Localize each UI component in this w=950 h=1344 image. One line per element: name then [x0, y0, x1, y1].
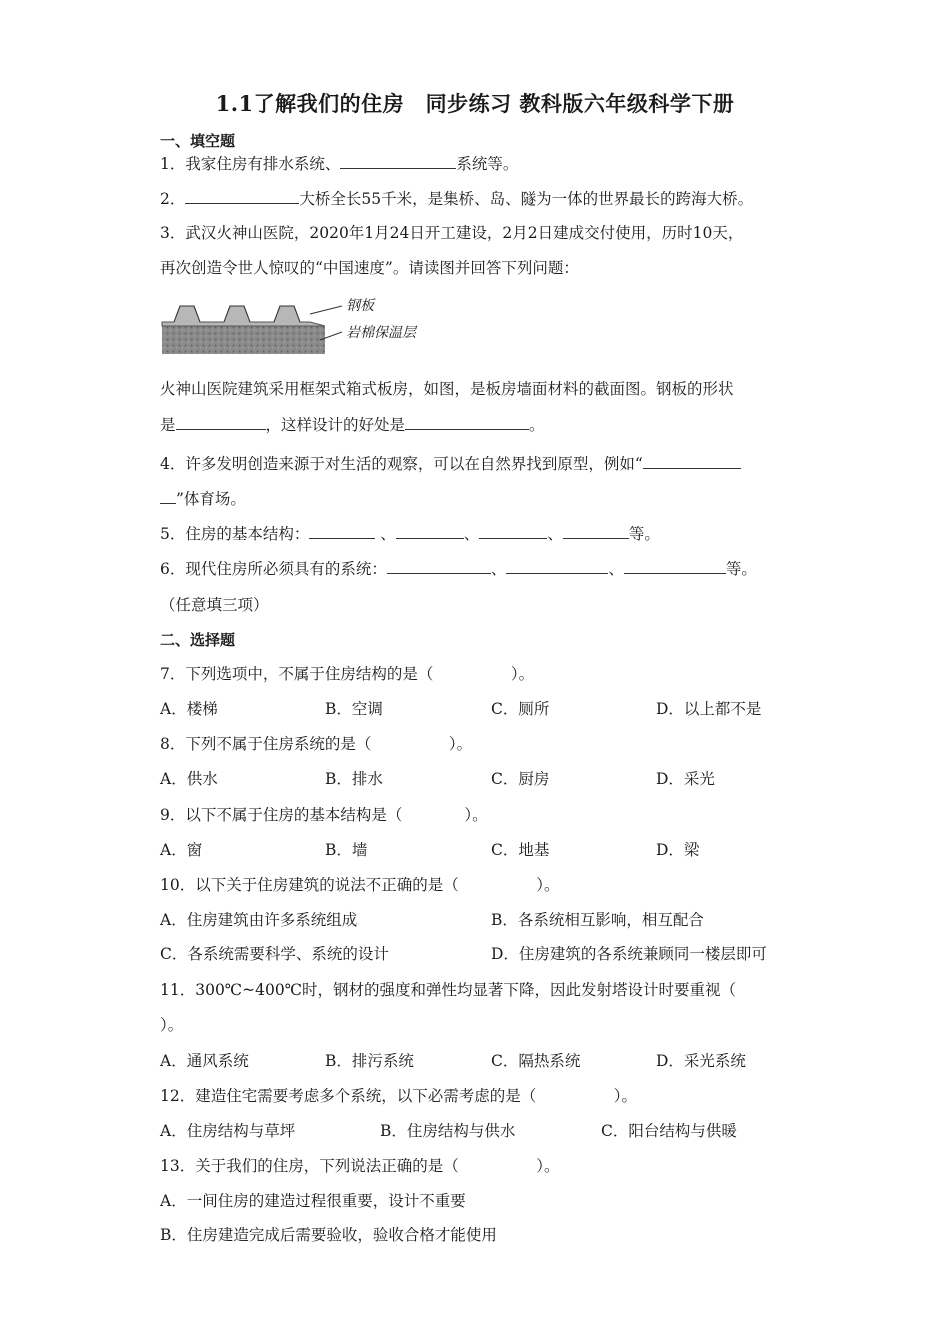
question-3-line-2: 再次创造令世人惊叹的“中国速度”。请读图并回答下列问题：	[160, 259, 579, 277]
q4-blank[interactable]	[643, 452, 741, 469]
q13-option-a[interactable]: A．一间住房的建造过程很重要，设计不重要	[160, 1192, 466, 1210]
question-6-note: （任意填三项）	[160, 596, 269, 614]
question-8: 8．下列不属于住房系统的是（ ）。	[160, 735, 473, 753]
q10-option-d[interactable]: D．住房建筑的各系统兼顾同一楼层即可	[491, 945, 767, 963]
q3-text-b: ，这样设计的好处是	[265, 416, 406, 434]
q11-option-d[interactable]: D．采光系统	[656, 1052, 746, 1070]
q2-blank[interactable]	[185, 187, 299, 204]
question-5	[160, 522, 660, 545]
q8-option-d[interactable]: D．采光	[656, 770, 715, 788]
insulation-front-shape	[162, 324, 325, 354]
q5-blank-3[interactable]	[479, 522, 547, 539]
q5-sep-1: 、	[375, 525, 396, 543]
question-7: 7．下列选项中，不属于住房结构的是（ ）。	[160, 665, 535, 683]
question-13: 13．关于我们的住房，下列说法正确的是（ ）。	[160, 1157, 560, 1175]
section-fill-in-heading: 一、填空题	[160, 132, 236, 150]
steel-sheet-shape	[162, 306, 325, 326]
q1-blank[interactable]	[340, 152, 456, 169]
question-12: 12．建造住宅需要考虑多个系统，以下必需考虑的是（ ）。	[160, 1087, 637, 1105]
question-9: 9．以下不属于住房的基本结构是（ ）。	[160, 806, 488, 824]
q3-text-c: 。	[529, 416, 545, 434]
question-11-line-2: ）。	[160, 1016, 184, 1034]
label-rock-wool-layer: 岩棉保温层	[346, 325, 416, 341]
q13-option-b[interactable]: B．住房建造完成后需要验收，验收合格才能使用	[160, 1226, 497, 1244]
question-4-line-1	[160, 452, 741, 475]
q12-option-a[interactable]: A．住房结构与草坪	[160, 1122, 296, 1140]
steel-leader-line	[310, 306, 342, 314]
q12-option-b[interactable]: B．住房结构与供水	[380, 1122, 516, 1140]
question-11-line-1: 11．300℃~400℃时，钢材的强度和弹性均显著下降，因此发射塔设计时要重视（	[160, 981, 737, 999]
q7-option-a[interactable]: A．楼梯	[160, 700, 218, 718]
q11-option-a[interactable]: A．通风系统	[160, 1052, 249, 1070]
q7-option-d[interactable]: D．以上都不是	[656, 700, 762, 718]
q5-sep-2: 、	[463, 525, 480, 543]
q3-blank-benefit[interactable]	[405, 413, 529, 430]
q6-blank-3[interactable]	[624, 557, 726, 574]
q6-text: 6．现代住房所必须具有的系统：	[160, 560, 387, 578]
q9-option-d[interactable]: D．梁	[656, 841, 700, 859]
question-3-line-4	[160, 413, 545, 436]
q6-blank-2[interactable]	[506, 557, 608, 574]
q7-option-c[interactable]: C．厕所	[491, 700, 550, 718]
q6-blank-1[interactable]	[387, 557, 491, 574]
q9-option-a[interactable]: A．窗	[160, 841, 203, 859]
question-3-line-3: 火神山医院建筑采用框架式箱式板房，如图，是板房墙面材料的截面图。钢板的形状	[160, 380, 734, 398]
q5-sep-3: 、	[547, 525, 563, 543]
q9-option-b[interactable]: B．墙	[325, 841, 368, 859]
label-steel-plate: 钢板	[346, 298, 374, 314]
q11-option-b[interactable]: B．排污系统	[325, 1052, 414, 1070]
section-choice-heading: 二、选择题	[160, 631, 236, 649]
question-2	[160, 187, 753, 210]
q7-option-b[interactable]: B．空调	[325, 700, 383, 718]
q8-option-a[interactable]: A．供水	[160, 770, 218, 788]
question-1	[160, 152, 518, 175]
wall-panel-figure	[160, 296, 460, 358]
question-6	[160, 557, 757, 580]
q9-option-c[interactable]: C．地基	[491, 841, 550, 859]
q4-text-b: ”体育场。	[176, 490, 246, 508]
q6-sep-2: 、	[608, 560, 624, 578]
q4-blank-cont[interactable]	[160, 487, 176, 504]
q10-option-a[interactable]: A．住房建筑由许多系统组成	[160, 911, 358, 929]
question-10: 10．以下关于住房建筑的说法不正确的是（ ）。	[160, 876, 560, 894]
q5-blank-2[interactable]	[396, 522, 464, 539]
q2-text-b: 大桥全长55千米，是集桥、岛、隧为一体的世界最长的跨海大桥。	[299, 190, 754, 208]
q4-text-a: 4．许多发明创造来源于对生活的观察，可以在自然界找到原型，例如“	[160, 455, 643, 473]
q12-option-c[interactable]: C．阳台结构与供暖	[601, 1122, 737, 1140]
q8-option-c[interactable]: C．厨房	[491, 770, 550, 788]
q2-text-a: 2．	[160, 190, 186, 208]
q3-blank-shape[interactable]	[176, 413, 266, 430]
q1-text-b: 系统等。	[456, 155, 519, 173]
q11-option-c[interactable]: C．隔热系统	[491, 1052, 581, 1070]
q5-blank-1[interactable]	[309, 522, 375, 539]
q8-option-b[interactable]: B．排水	[325, 770, 383, 788]
q10-option-c[interactable]: C．各系统需要科学、系统的设计	[160, 945, 389, 963]
q1-text-a: 1．我家住房有排水系统、	[160, 155, 341, 173]
q6-sep-1: 、	[490, 560, 507, 578]
q5-text: 5．住房的基本结构：	[160, 525, 310, 543]
q5-blank-4[interactable]	[563, 522, 629, 539]
question-4-line-2	[160, 487, 246, 510]
page-title: 1.1了解我们的住房 同步练习 教科版六年级科学下册	[215, 91, 735, 116]
question-3-line-1: 3．武汉火神山医院，2020年1月24日开工建设，2月2日建成交付使用，历时10天，	[160, 224, 744, 242]
q6-end: 等。	[725, 560, 757, 578]
q3-text-a: 是	[160, 416, 176, 434]
q10-option-b[interactable]: B．各系统相互影响，相互配合	[491, 911, 704, 929]
q5-end: 等。	[628, 525, 660, 543]
